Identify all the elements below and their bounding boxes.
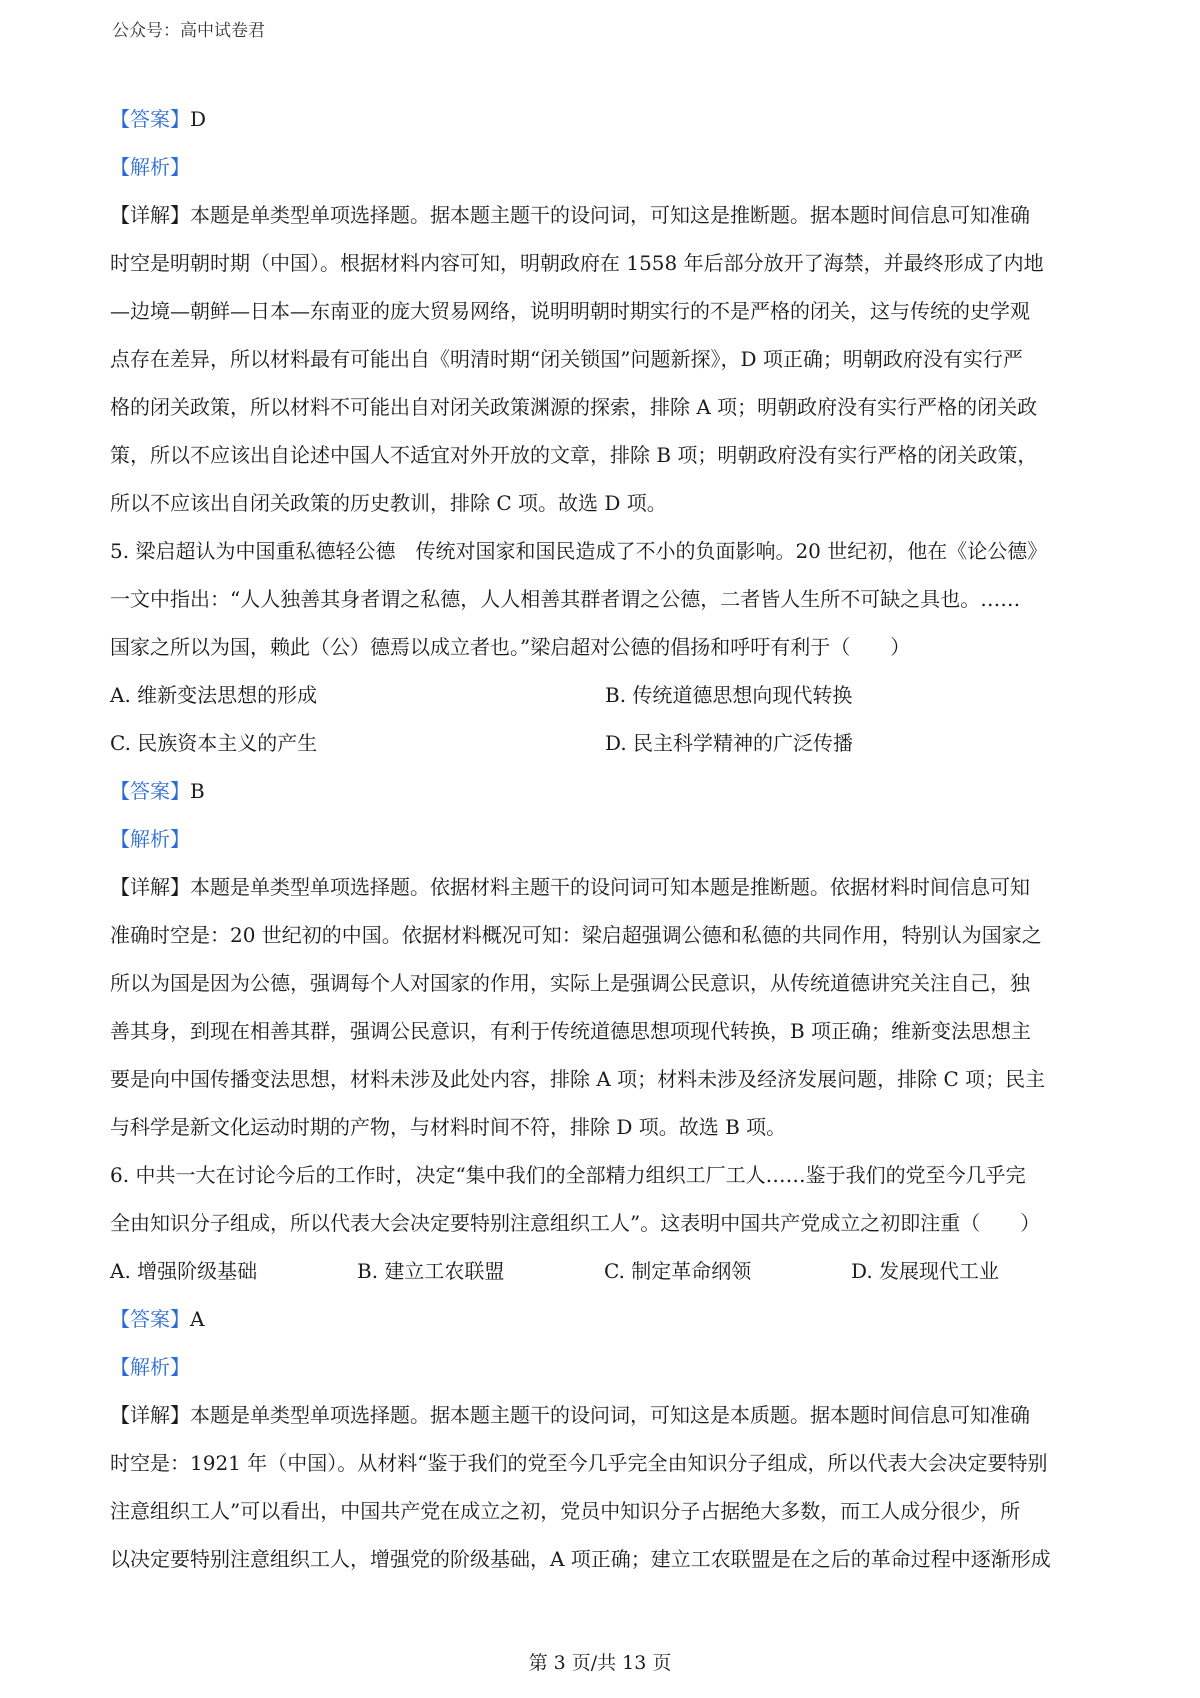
- q4-detail-line: 所以不应该出自闭关政策的历史教训，排除 C 项。故选 D 项。: [110, 491, 667, 515]
- q6-options-row: [110, 1247, 1100, 1295]
- q6-analysis: [110, 1343, 1100, 1391]
- q6-option-a: A. 增强阶级基础: [110, 1259, 258, 1283]
- q5-analysis: [110, 815, 1100, 863]
- q5-detail-line: 善其身，到现在相善其群，强调公民意识，有利于传统道德思想项现代转换，B 项正确；维新变法思想主: [110, 1019, 1032, 1043]
- q5-detail-line: 要是向中国传播变法思想，材料未涉及此处内容，排除 A 项；材料未涉及经济发展问题，排除 C 项；民主: [110, 1067, 1046, 1091]
- answer-tag: 【答案】: [110, 1307, 190, 1331]
- page-number: 第 3 页/共 13 页: [528, 1652, 672, 1674]
- answer-value: A: [190, 1307, 205, 1331]
- q4-answer: [110, 95, 1100, 143]
- q5-detail-line: 准确时空是：20 世纪初的中国。依据材料概况可知：梁启超强调公德和私德的共同作用，特别认为国家之: [110, 923, 1042, 947]
- q6-stem-line: 全由知识分子组成，所以代表大会决定要特别注意组织工人”。这表明中国共产党成立之初即注重（ ）: [110, 1211, 1041, 1235]
- q5-stem-line: 一文中指出：“人人独善其身者谓之私德，人人相善其群者谓之公德，二者皆人生所不可缺之具也。……: [110, 587, 1021, 611]
- q4-detail-line: 【详解】本题是单类型单项选择题。据本题主题干的设问词，可知这是推断题。据本题时间信息可知准确: [110, 203, 1030, 227]
- q6-detail-line: 注意组织工人”可以看出，中国共产党在成立之初，党员中知识分子占据绝大多数，而工人成分很少，所: [110, 1499, 1021, 1523]
- q6-option-d: D. 发展现代工业: [851, 1259, 1000, 1283]
- detail-tag: 【详解】: [110, 1403, 190, 1427]
- q5-option-c: C. 民族资本主义的产生: [110, 731, 318, 755]
- answer-value: B: [190, 779, 205, 803]
- q5-answer: [110, 767, 1100, 815]
- q5-detail-line: 【详解】本题是单类型单项选择题。依据材料主题干的设问词可知本题是推断题。依据材料时间信息可知: [110, 875, 1030, 899]
- q6-detail-line: 【详解】本题是单类型单项选择题。据本题主题干的设问词，可知这是本质题。据本题时间信息可知准确: [110, 1403, 1030, 1427]
- analysis-tag: 【解析】: [110, 827, 190, 851]
- answer-value: D: [190, 107, 207, 131]
- q6-stem-line: 6. 中共一大在讨论今后的工作时，决定“集中我们的全部精力组织工厂工人……鉴于我们的党至今几乎完: [110, 1163, 1026, 1187]
- q5-option-a: A. 维新变法思想的形成: [110, 683, 318, 707]
- q4-detail-line: —边境—朝鲜—日本—东南亚的庞大贸易网络，说明明朝时期实行的不是严格的闭关，这与传统的史学观: [110, 299, 1030, 323]
- page-content: [110, 95, 1100, 1583]
- detail-tag: 【详解】: [110, 875, 190, 899]
- q4-detail-line: 点存在差异，所以材料最有可能出自《明清时期“闭关锁国”问题新探》，D 项正确；明朝政府没有实行严: [110, 347, 1023, 371]
- q5-option-b: B. 传统道德思想向现代转换: [605, 683, 853, 707]
- analysis-tag: 【解析】: [110, 155, 190, 179]
- q4-analysis: [110, 143, 1100, 191]
- analysis-tag: 【解析】: [110, 1355, 190, 1379]
- q6-answer: [110, 1295, 1100, 1343]
- page-header-source: 公众号：高中试卷君: [112, 21, 265, 41]
- q4-detail-line: 格的闭关政策，所以材料不可能出自对闭关政策渊源的探索，排除 A 项；明朝政府没有实行严格的闭关政: [110, 395, 1038, 419]
- q6-detail-line: 时空是：1921 年（中国）。从材料“鉴于我们的党至今几乎完全由知识分子组成，所以代表大会决定要特别: [110, 1451, 1048, 1475]
- q5-stem-line: 5. 梁启超认为中国重私德轻公德 传统对国家和国民造成了不小的负面影响。20 世纪初，他在《论公德》: [110, 539, 1048, 563]
- q4-detail-line: 时空是明朝时期（中国）。根据材料内容可知，明朝政府在 1558 年后部分放开了海禁，并最终形成了内地: [110, 251, 1044, 275]
- q5-options-row: [110, 719, 1100, 767]
- q6-option-b: B. 建立工农联盟: [357, 1259, 505, 1283]
- q5-stem-line: 国家之所以为国，赖此（公）德焉以成立者也。”梁启超对公德的倡扬和呼吁有利于（ ）: [110, 635, 911, 659]
- detail-tag: 【详解】: [110, 203, 190, 227]
- answer-tag: 【答案】: [110, 779, 190, 803]
- q6-option-c: C. 制定革命纲领: [604, 1259, 752, 1283]
- q5-detail-line: 所以为国是因为公德，强调每个人对国家的作用，实际上是强调公民意识，从传统道德讲究关注自己，独: [110, 971, 1030, 995]
- q5-detail-line: 与科学是新文化运动时期的产物，与材料时间不符，排除 D 项。故选 B 项。: [110, 1115, 787, 1139]
- q6-detail-line: 以决定要特别注意组织工人，增强党的阶级基础，A 项正确；建立工农联盟是在之后的革命过程中逐渐形成: [110, 1547, 1051, 1571]
- q5-options-row: [110, 671, 1100, 719]
- answer-tag: 【答案】: [110, 107, 190, 131]
- q5-option-d: D. 民主科学精神的广泛传播: [605, 731, 854, 755]
- q4-detail-line: 策，所以不应该出自论述中国人不适宜对外开放的文章，排除 B 项；明朝政府没有实行严格的闭关政策，: [110, 443, 1038, 467]
